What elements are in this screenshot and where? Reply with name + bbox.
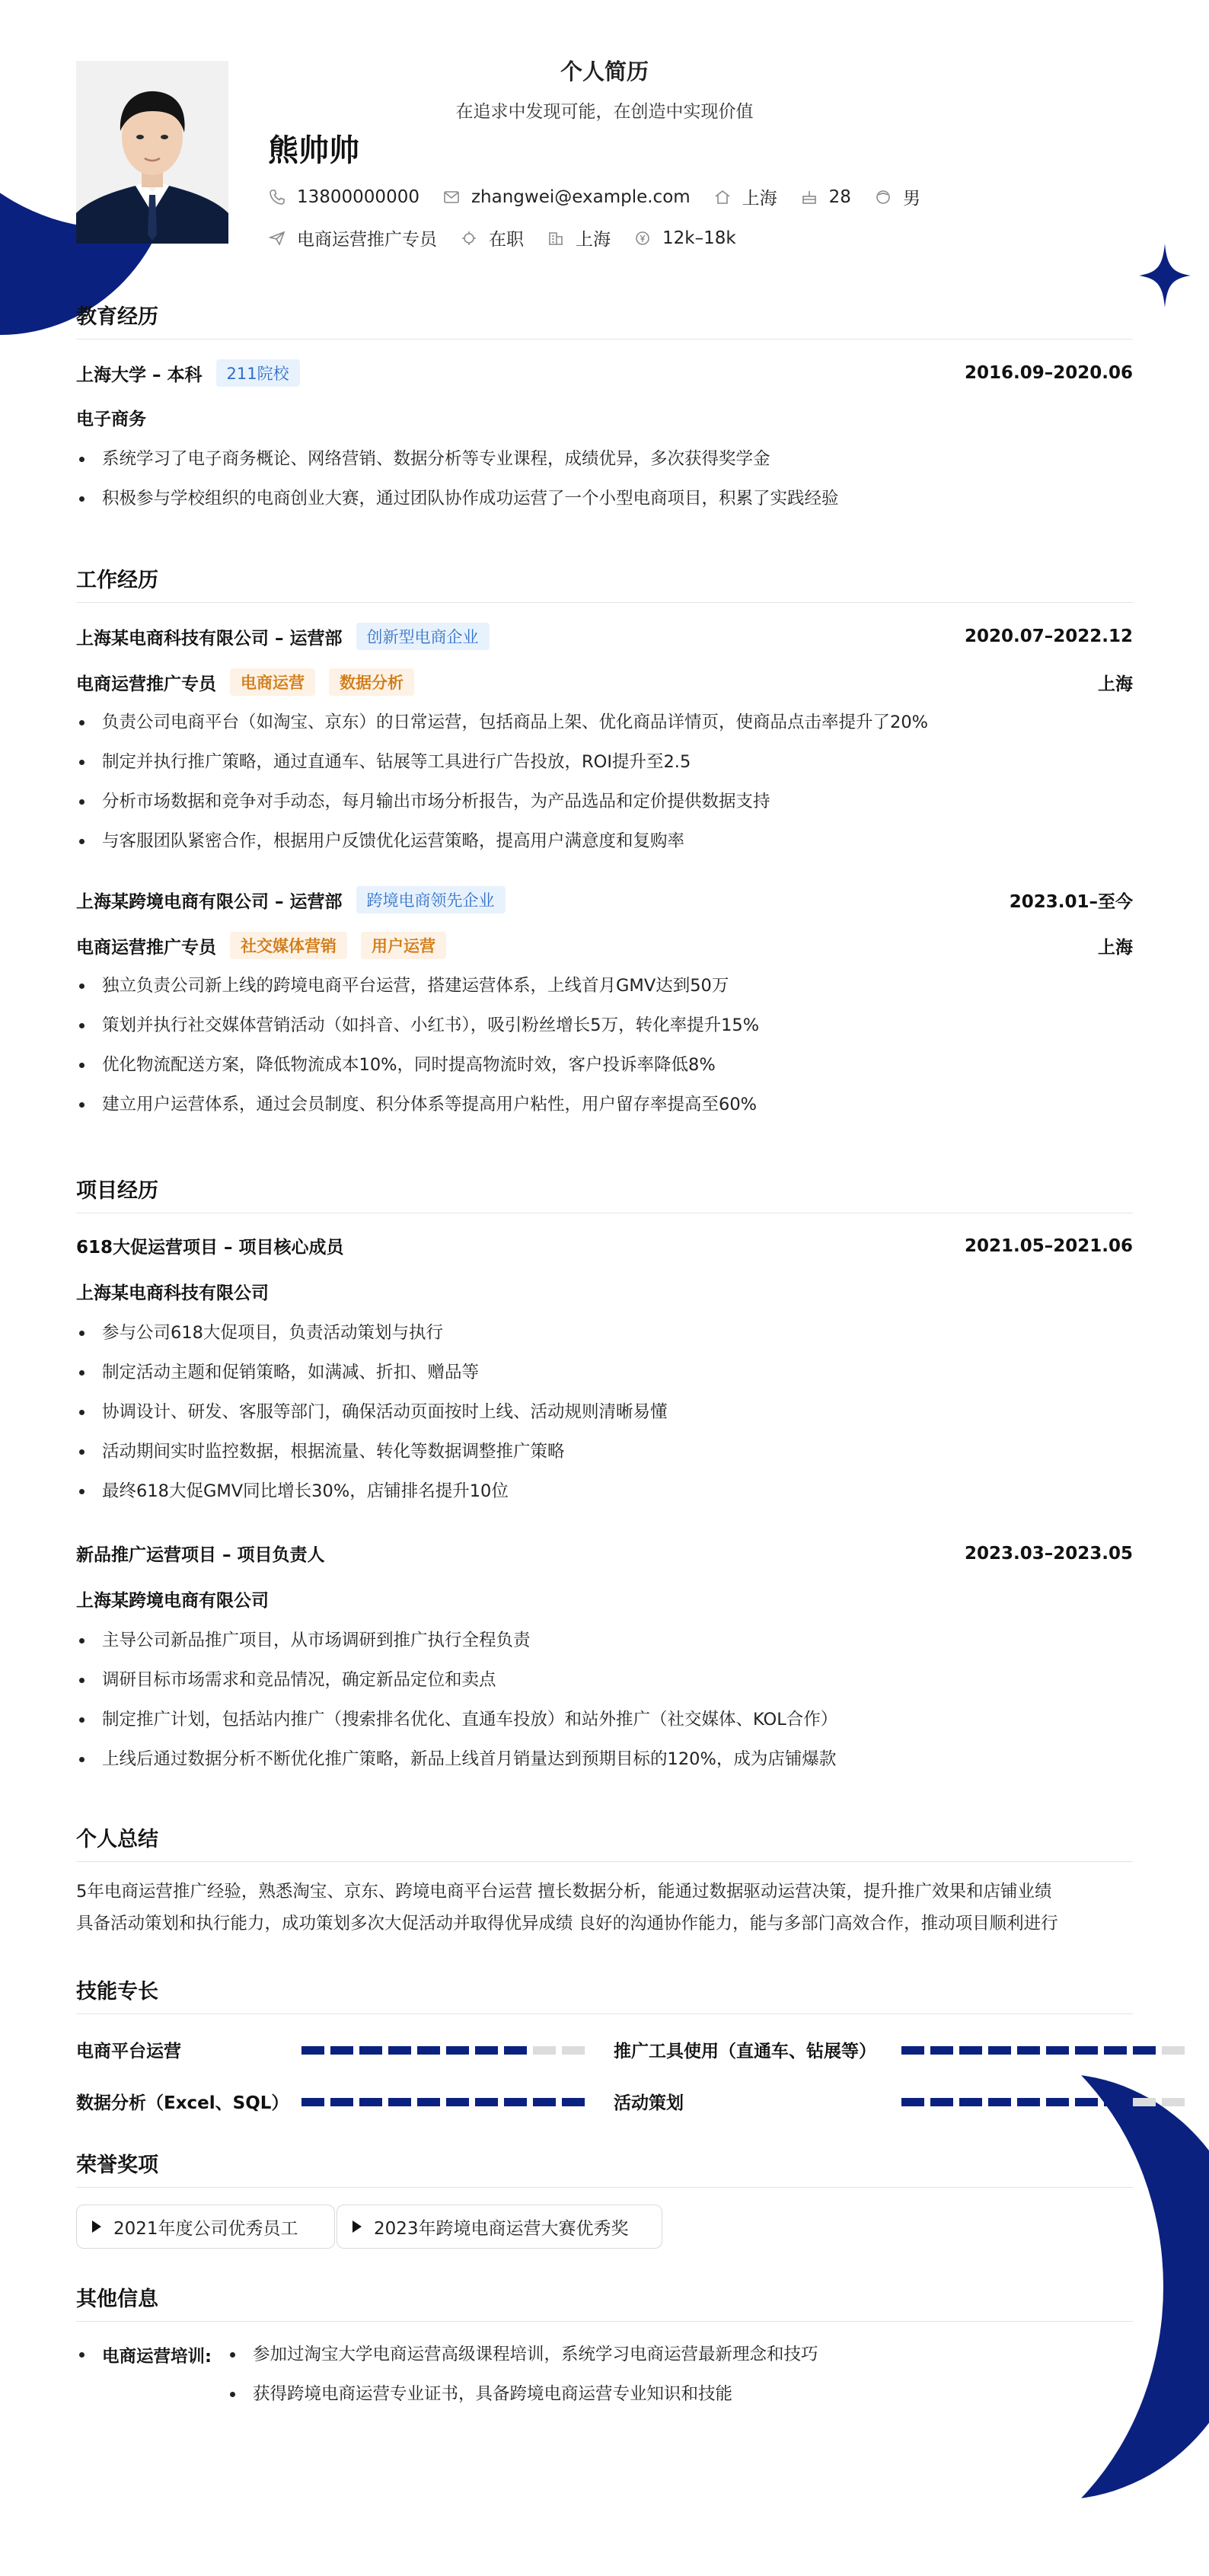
project-company: 上海某跨境电商有限公司 xyxy=(76,1591,269,1611)
skill-level-segment xyxy=(1104,2046,1127,2055)
skill-level-segment xyxy=(901,2046,924,2055)
position-value: 电商运营推广专员 xyxy=(297,230,437,250)
skill-level-segment xyxy=(988,2098,1011,2106)
city-value: 上海 xyxy=(576,230,611,250)
job-bullets xyxy=(76,974,1133,1133)
project-company-row xyxy=(76,1586,1133,1612)
section-title: 教育经历 xyxy=(76,300,1133,340)
mail-icon xyxy=(442,188,461,206)
gender-item xyxy=(874,184,920,209)
summary-line: 具备活动策划和执行能力，成功策划多次大促活动并取得优异成绩 良好的沟通协作能力，能与多部门高效合作，推动项目顺利进行 xyxy=(76,1914,1058,1934)
skill-level-segment xyxy=(330,2046,353,2055)
phone-icon xyxy=(268,188,286,206)
skill-level-segment xyxy=(446,2098,469,2106)
gender-icon xyxy=(874,188,892,206)
role-tag: 数据分析 xyxy=(329,668,414,696)
contact-info-row xyxy=(268,184,943,209)
skill-level-segment xyxy=(1075,2098,1098,2106)
age-value: 28 xyxy=(828,187,851,207)
list-item: 上线后通过数据分析不断优化推广策略，新品上线首月销量达到预期目标的120%，成为店铺爆款 xyxy=(76,1748,1133,1787)
project-period: 2023.03–2023.05 xyxy=(964,1543,1133,1564)
summary-line: 5年电商运营推广经验，熟悉淘宝、京东、跨境电商平台运营 擅长数据分析，能通过数据驱动运营决策，提升推广效果和店铺业绩 xyxy=(76,1882,1052,1902)
award-chip xyxy=(76,2205,335,2249)
phone-item xyxy=(268,187,419,207)
section-title: 技能专长 xyxy=(76,1975,1133,2014)
play-icon xyxy=(352,2221,362,2233)
skill-level-segment xyxy=(1017,2046,1040,2055)
skill-level-segment xyxy=(417,2098,440,2106)
section-title: 工作经历 xyxy=(76,563,1133,603)
email-value: zhangwei@example.com xyxy=(471,187,691,207)
skill-name: 数据分析（Excel、SQL） xyxy=(76,2093,289,2113)
major-row xyxy=(76,405,1133,430)
skill-level-segment xyxy=(301,2098,324,2106)
list-item: 获得跨境电商运营专业证书，具备跨境电商运营专业知识和技能 xyxy=(227,2383,1133,2422)
projects-section xyxy=(76,1174,1133,1798)
role-tag: 用户运营 xyxy=(361,932,446,959)
list-item: 参加过淘宝大学电商运营高级课程培训，系统学习电商运营最新理念和技巧 xyxy=(227,2343,1133,2383)
major: 电子商务 xyxy=(76,410,146,429)
list-item: 参与公司618大促项目，负责活动策划与执行 xyxy=(76,1321,1133,1361)
project-name: 新品推广运营项目 – 项目负责人 xyxy=(76,1545,325,1565)
list-item: 制定并执行推广策略，通过直通车、钻展等工具进行广告投放，ROI提升至2.5 xyxy=(76,751,1133,790)
skill-level-bar xyxy=(901,2098,1185,2106)
list-item: 建立用户运营体系，通过会员制度、积分体系等提高用户粘性，用户留存率提高至60% xyxy=(76,1093,1133,1133)
other-bullets xyxy=(227,2343,1133,2422)
skill-level-segment xyxy=(988,2046,1011,2055)
job-period: 2020.07–2022.12 xyxy=(964,626,1133,646)
sparkle-star-icon xyxy=(1139,244,1191,308)
section-title: 其他信息 xyxy=(76,2282,1133,2322)
skill-level-segment xyxy=(417,2046,440,2055)
skill-level-segment xyxy=(475,2098,498,2106)
section-title: 荣誉奖项 xyxy=(76,2148,1133,2188)
list-item: 分析市场数据和竞争对手动态，每月输出市场分析报告，为产品选品和定价提供数据支持 xyxy=(76,790,1133,830)
list-item: 与客服团队紧密合作，根据用户反馈优化运营策略，提高用户满意度和复购率 xyxy=(76,830,1133,869)
project-header xyxy=(76,1541,1133,1566)
location-item xyxy=(713,184,777,209)
job-role-row xyxy=(76,668,1133,696)
skill-level-segment xyxy=(504,2098,527,2106)
project-company-row xyxy=(76,1279,1133,1304)
company-name: 上海某电商科技有限公司 – 运营部 xyxy=(76,628,343,649)
project-name: 618大促运营项目 – 项目核心成员 xyxy=(76,1238,344,1258)
project-period: 2021.05–2021.06 xyxy=(964,1235,1133,1256)
work-section xyxy=(76,563,1133,1157)
skill-level-bar xyxy=(901,2046,1185,2055)
location-value: 上海 xyxy=(742,189,777,209)
award-label: 2023年跨境电商运营大赛优秀奖 xyxy=(374,2218,629,2239)
candidate-name: 熊帅帅 xyxy=(268,133,359,168)
skill-level-segment xyxy=(301,2046,324,2055)
skill-level-segment xyxy=(1133,2046,1156,2055)
skill-level-segment xyxy=(475,2046,498,2055)
skill-level-segment xyxy=(1017,2098,1040,2106)
status-icon xyxy=(460,229,478,247)
award-label: 2021年度公司优秀员工 xyxy=(113,2218,298,2239)
skill-level-segment xyxy=(359,2098,382,2106)
skill-level-segment xyxy=(388,2046,411,2055)
school-name: 上海大学 – 本科 xyxy=(76,365,203,385)
salary-item xyxy=(633,228,736,248)
city-item xyxy=(547,225,611,250)
skill-level-segment xyxy=(533,2046,556,2055)
skill-name: 电商平台运营 xyxy=(76,2042,181,2061)
job-city: 上海 xyxy=(1098,674,1133,694)
profile-photo xyxy=(76,61,228,244)
job-role: 电商运营推广专员 xyxy=(76,937,216,958)
list-item: 积极参与学校组织的电商创业大赛，通过团队协作成功运营了一个小型电商项目，积累了实践经验 xyxy=(76,487,1133,527)
job-bullets xyxy=(76,711,1133,869)
project-bullets xyxy=(76,1321,1133,1519)
section-title: 项目经历 xyxy=(76,1174,1133,1213)
list-item: 制定推广计划，包括站内推广（搜索排名优化、直通车投放）和站外推广（社交媒体、KOL合作） xyxy=(76,1708,1133,1748)
salary-value: 12k–18k xyxy=(662,228,736,248)
other-section xyxy=(76,2282,1133,2434)
skill-name: 活动策划 xyxy=(614,2093,684,2113)
skill-level-segment xyxy=(562,2046,585,2055)
send-icon xyxy=(268,229,286,247)
company-tag: 跨境电商领先企业 xyxy=(356,886,506,913)
skill-level-segment xyxy=(359,2046,382,2055)
skill-level-segment xyxy=(1104,2098,1127,2106)
status-item xyxy=(460,225,524,250)
school-tag: 211院校 xyxy=(216,359,300,387)
skill-level-segment xyxy=(1046,2046,1069,2055)
skill-level-segment xyxy=(959,2098,982,2106)
home-icon xyxy=(713,188,732,206)
skill-level-segment xyxy=(446,2046,469,2055)
list-item: 最终618大促GMV同比增长30%，店铺排名提升10位 xyxy=(76,1480,1133,1519)
skill-level-segment xyxy=(330,2098,353,2106)
coin-icon xyxy=(633,229,652,247)
page-title: 个人简历 xyxy=(560,59,649,84)
building-icon xyxy=(547,229,565,247)
other-label-row xyxy=(76,2343,212,2367)
job-period: 2023.01–至今 xyxy=(1009,891,1133,912)
play-icon xyxy=(92,2221,101,2233)
education-section xyxy=(76,300,1133,528)
cake-icon xyxy=(800,188,818,206)
education-entry-header xyxy=(76,359,1133,387)
summary-section xyxy=(76,1822,1133,1952)
age-item xyxy=(800,187,851,207)
job-role-row xyxy=(76,932,1133,959)
list-item: 策划并执行社交媒体营销活动（如抖音、小红书），吸引粉丝增长5万，转化率提升15% xyxy=(76,1014,1133,1054)
skill-level-segment xyxy=(1075,2046,1098,2055)
role-tag: 社交媒体营销 xyxy=(230,932,347,959)
education-period: 2016.09–2020.06 xyxy=(964,363,1133,383)
section-title: 个人总结 xyxy=(76,1822,1133,1862)
list-item: 主导公司新品推广项目，从市场调研到推广执行全程负责 xyxy=(76,1629,1133,1669)
skill-level-segment xyxy=(562,2098,585,2106)
list-item: 制定活动主题和促销策略，如满减、折扣、赠品等 xyxy=(76,1361,1133,1401)
job-info-row xyxy=(268,225,759,250)
list-item: 系统学习了电子商务概论、网络营销、数据分析等专业课程，成绩优异，多次获得奖学金 xyxy=(76,448,1133,487)
skill-level-segment xyxy=(930,2098,953,2106)
skill-level-segment xyxy=(504,2046,527,2055)
gender-value: 男 xyxy=(902,189,920,209)
role-tag: 电商运营 xyxy=(230,668,315,696)
job-role: 电商运营推广专员 xyxy=(76,674,216,694)
list-item: 活动期间实时监控数据，根据流量、转化等数据调整推广策略 xyxy=(76,1440,1133,1480)
company-name: 上海某跨境电商有限公司 – 运营部 xyxy=(76,891,343,912)
motto: 在追求中发现可能，在创造中实现价值 xyxy=(455,102,754,122)
list-item: 调研目标市场需求和竞品情况，确定新品定位和卖点 xyxy=(76,1669,1133,1708)
other-label: 电商运营培训: xyxy=(102,2347,212,2367)
awards-section xyxy=(76,2148,1133,2262)
email-item xyxy=(442,187,691,207)
skill-level-segment xyxy=(1133,2098,1156,2106)
list-item: 优化物流配送方案，降低物流成本10%，同时提高物流时效，客户投诉率降低8% xyxy=(76,1054,1133,1093)
skill-name: 推广工具使用（直通车、钻展等） xyxy=(614,2042,876,2061)
status-value: 在职 xyxy=(489,230,524,250)
skill-level-segment xyxy=(959,2046,982,2055)
skills-section xyxy=(76,1975,1133,2127)
job-header xyxy=(76,623,1133,650)
skill-level-segment xyxy=(388,2098,411,2106)
list-item: 协调设计、研发、客服等部门，确保活动页面按时上线、活动规则清晰易懂 xyxy=(76,1401,1133,1440)
skill-level-segment xyxy=(1162,2046,1185,2055)
list-item: 负责公司电商平台（如淘宝、京东）的日常运营，包括商品上架、优化商品详情页，使商品点击率提升了20% xyxy=(76,711,1133,751)
education-bullets xyxy=(76,448,1133,527)
list-item: 独立负责公司新上线的跨境电商平台运营，搭建运营体系，上线首月GMV达到50万 xyxy=(76,974,1133,1014)
skill-level-segment xyxy=(930,2046,953,2055)
award-chip xyxy=(337,2205,662,2249)
project-company: 上海某电商科技有限公司 xyxy=(76,1283,269,1303)
position-item xyxy=(268,225,437,250)
skill-level-segment xyxy=(1046,2098,1069,2106)
phone-value: 13800000000 xyxy=(297,187,419,207)
project-bullets xyxy=(76,1629,1133,1787)
job-header xyxy=(76,886,1133,913)
skill-level-bar xyxy=(301,2098,585,2106)
project-header xyxy=(76,1233,1133,1258)
skill-level-segment xyxy=(533,2098,556,2106)
skill-level-segment xyxy=(901,2098,924,2106)
company-tag: 创新型电商企业 xyxy=(356,623,490,650)
job-city: 上海 xyxy=(1098,937,1133,958)
skill-level-segment xyxy=(1162,2098,1185,2106)
skill-level-bar xyxy=(301,2046,585,2055)
